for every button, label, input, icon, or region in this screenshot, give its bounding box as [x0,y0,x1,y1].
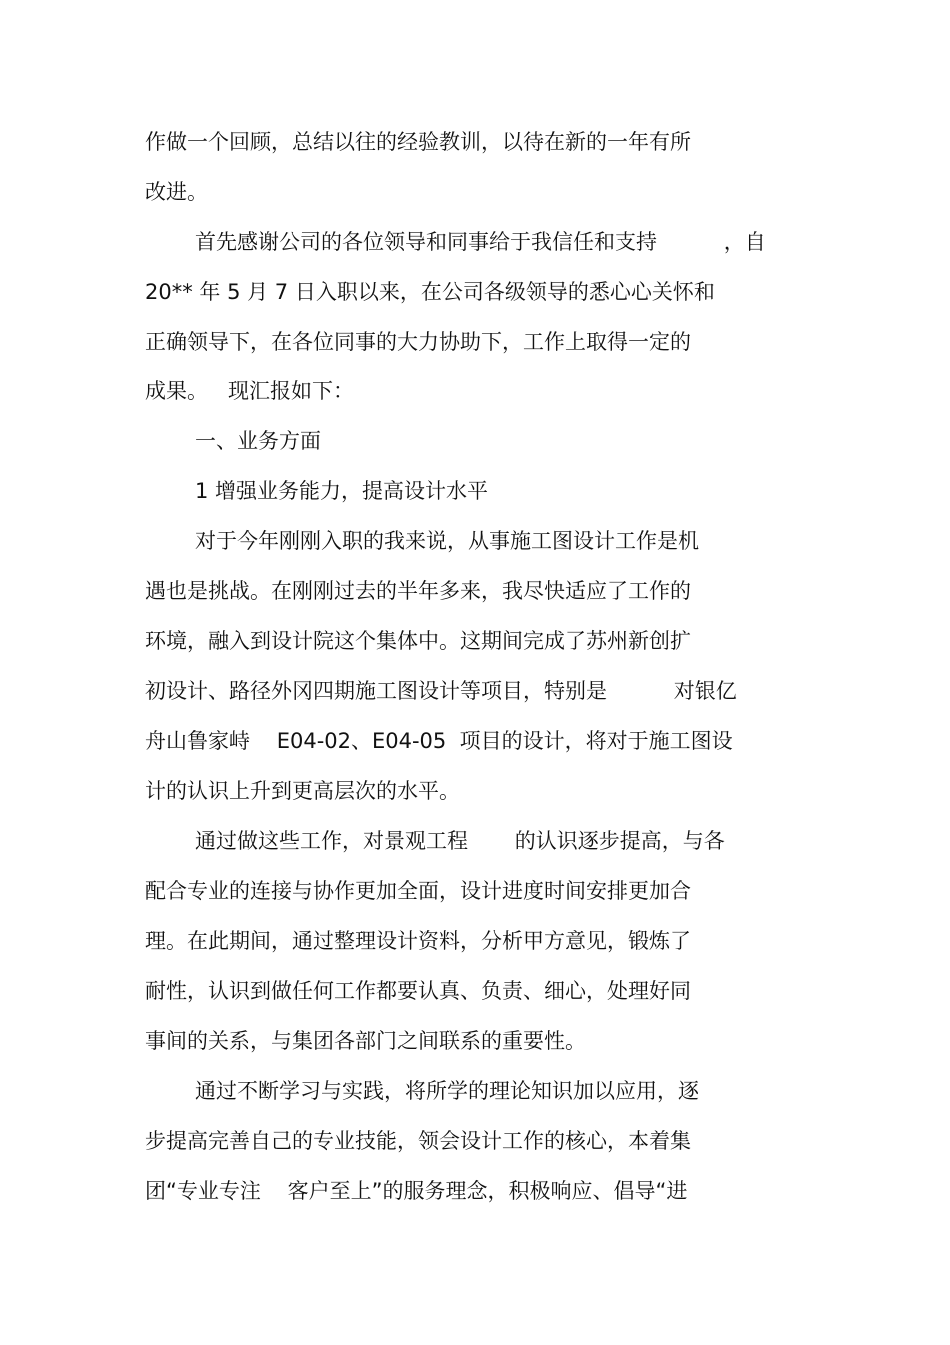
text-line: 通过做这些工作，对景观工程 的认识逐步提高，与各 [195,829,725,853]
text-line: 20** 年 5 月 7 日入职以来，在公司各级领导的悉心心关怀和 [145,280,715,304]
text-line: 步提高完善自己的专业技能，领会设计工作的核心，本着集 [145,1129,691,1153]
text-line: 团“专业专注 客户至上”的服务理念，积极响应、倡导“进 [145,1179,688,1203]
subsection-heading: 1 增强业务能力，提高设计水平 [195,479,489,503]
text-line: 计的认识上升到更高层次的水平。 [145,779,460,803]
text-line: 正确领导下，在各位同事的大力协助下，工作上取得一定的 [145,330,691,354]
text-line: 改进。 [145,180,208,204]
text-line: 通过不断学习与实践，将所学的理论知识加以应用，逐 [195,1079,699,1103]
text-line: 环境，融入到设计院这个集体中。这期间完成了苏州新创扩 [145,629,691,653]
section-heading: 一、业务方面 [195,429,321,453]
text-line: 配合专业的连接与协作更加全面，设计进度时间安排更加合 [145,879,691,903]
text-line: 舟山鲁家峙 E04-02、E04-05 项目的设计，将对于施工图设 [145,729,733,753]
text-line: 作做一个回顾，总结以往的经验教训，以待在新的一年有所 [145,130,691,154]
text-line: 理。在此期间，通过整理设计资料，分析甲方意见，锻炼了 [145,929,691,953]
text-line: 首先感谢公司的各位领导和同事给于我信任和支持 ，自 [195,230,766,254]
text-line: 成果。 现汇报如下： [145,379,355,403]
text-line: 事间的关系，与集团各部门之间联系的重要性。 [145,1029,586,1053]
text-line: 对于今年刚刚入职的我来说，从事施工图设计工作是机 [195,529,699,553]
text-line: 遇也是挑战。在刚刚过去的半年多来，我尽快适应了工作的 [145,579,691,603]
text-line: 耐性，认识到做任何工作都要认真、负责、细心，处理好同 [145,979,691,1003]
text-line: 初设计、路径外冈四期施工图设计等项目，特别是 对银亿 [145,679,737,703]
